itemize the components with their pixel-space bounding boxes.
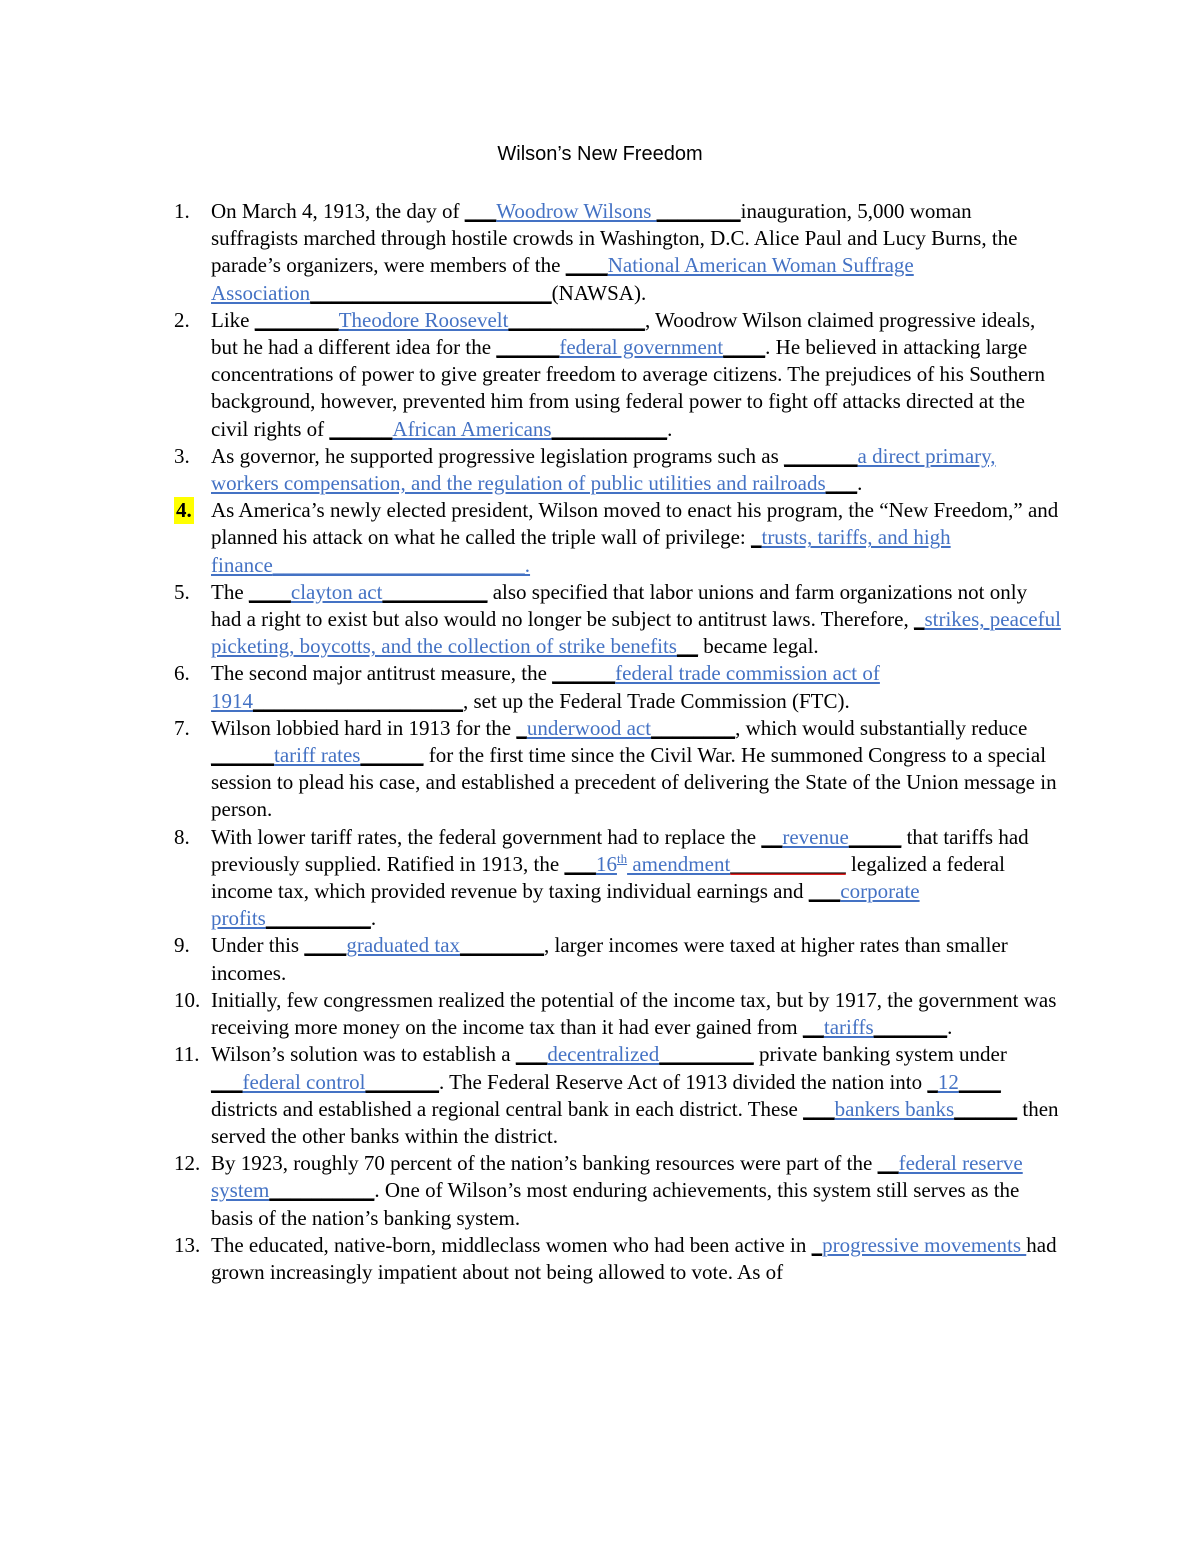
blank-line: ___ xyxy=(464,199,497,223)
blank-line: _____ xyxy=(848,824,902,849)
answer-text: ________________________. xyxy=(272,552,531,577)
blank-line: ____ xyxy=(304,933,347,958)
answer-text: 12 xyxy=(937,1069,959,1094)
question-text: for the first time since the Civil War. He summoned Congress to a special session to plead his case, and established a precedent of delivering the State of the Union message in person. xyxy=(211,743,1057,822)
question-text: , Woodrow Wilson claimed progressive ideals, but he had a different idea for the xyxy=(211,307,1036,360)
blank-line: ____ xyxy=(958,1069,1001,1094)
question-text: inauguration, 5,000 woman suffragists marched through hostile crowds in Washington, D.C. Alice Paul and Lucy Burns, the parade’s organizers, were members of the xyxy=(211,199,1018,278)
question-text: , set up the Federal Trade Commission (FTC). xyxy=(463,688,850,713)
question-text: The educated, native-born, middleclass women who had been active in xyxy=(211,1232,812,1257)
question-item xyxy=(0,198,1061,307)
answer-text: 16 xyxy=(595,851,617,876)
answer-text: tariffs xyxy=(823,1015,874,1040)
question-text: Like xyxy=(211,307,255,332)
question-text: became legal. xyxy=(697,634,819,659)
question-number-highlighted: 4. xyxy=(174,497,194,524)
question-text: The second major antitrust measure, the xyxy=(211,661,553,686)
blank-line: _ xyxy=(811,1232,823,1257)
blank-line: __ xyxy=(761,824,783,849)
question-text: . xyxy=(370,906,377,931)
blank-line: __ xyxy=(676,634,698,659)
question-text: , which would substantially reduce xyxy=(735,715,1028,740)
blank-line: ________ xyxy=(656,199,741,223)
question-number: 3. xyxy=(174,443,190,468)
answer-superscript: th xyxy=(616,850,628,866)
blank-line: ________ xyxy=(460,933,545,958)
question-text: also specified that labor unions and farm organizations not only had a right to exist but also would no longer be subject to antitrust laws. Therefore, xyxy=(211,579,1028,632)
question-text: As America’s newly elected president, Wilson moved to enact his program, the “New Freedom,” and planned his attack on what he called the triple wall of privilege: xyxy=(211,498,1059,550)
blank-line: ______ xyxy=(496,335,560,360)
blank-line: ____ xyxy=(248,579,291,604)
blank-line: __ xyxy=(802,1015,824,1040)
question-item xyxy=(0,715,1061,824)
blank-line: _______ xyxy=(873,1015,948,1040)
question-text: private banking system under xyxy=(753,1042,1007,1067)
question-item xyxy=(0,987,1061,1041)
blank-line: ___ xyxy=(515,1042,548,1067)
question-text: . xyxy=(947,1015,953,1040)
blank-line: ______ xyxy=(211,743,274,768)
blank-line: ____ xyxy=(723,335,766,360)
question-item xyxy=(0,824,1061,933)
question-text: Wilson’s solution was to establish a xyxy=(211,1042,516,1067)
answer-text: Theodore Roosevelt xyxy=(338,307,509,332)
blank-line: __ xyxy=(877,1151,899,1176)
blank-line: _________ xyxy=(659,1042,754,1067)
question-text: . He believed in attacking large concentrations of power to give greater freedom to average citizens. The prejudices of his Southern background, however, prevented him from using federal power to fight off attacks directed at the civil rights of xyxy=(211,335,1046,441)
answer-text: strikes, peaceful picketing, boycotts, and the collection of strike benefits xyxy=(211,607,1061,659)
blank-line: ___ xyxy=(803,1096,835,1121)
question-text: With lower tariff rates, the federal government had to replace the xyxy=(211,824,762,849)
question-text: . The Federal Reserve Act of 1913 divided the nation into xyxy=(439,1069,928,1094)
blank-line: _ xyxy=(516,715,527,740)
answer-text: National American Woman Suffrage Association xyxy=(211,253,914,305)
question-number: 9. xyxy=(174,933,190,958)
question-text: By 1923, roughly 70 percent of the nation’s banking resources were part of the xyxy=(211,1151,878,1176)
blank-line: ______ xyxy=(954,1096,1018,1121)
page-title: Wilson’s New Freedom xyxy=(497,143,703,165)
question-number: 8. xyxy=(174,824,190,849)
answer-text: tariff rates xyxy=(274,743,361,768)
question-item xyxy=(0,1150,1061,1232)
blank-line: ______ xyxy=(329,416,393,441)
blank-line: ___ xyxy=(808,879,841,904)
answer-text: graduated tax xyxy=(346,933,461,958)
question-text: Wilson lobbied hard in 1913 for the xyxy=(211,715,517,740)
answer-text: corporate profits xyxy=(211,879,920,931)
blank-line: _______ xyxy=(365,1069,440,1094)
blank-line: __________ xyxy=(265,906,371,931)
blank-line: ________ xyxy=(254,307,339,332)
question-text: had grown increasingly impatient about not being allowed to vote. As of xyxy=(211,1232,1057,1284)
blank-line: ___ xyxy=(825,471,858,496)
blank-line: _ xyxy=(750,525,762,550)
question-text: . xyxy=(667,416,673,441)
blank-line: _ xyxy=(913,607,925,632)
blank-line: _ xyxy=(927,1069,938,1094)
question-number: 11. xyxy=(174,1042,200,1067)
question-text: . xyxy=(857,471,863,496)
blank-line: _____________ xyxy=(508,307,645,332)
question-number: 12. xyxy=(174,1151,201,1176)
answer-text: progressive movements xyxy=(822,1232,1027,1257)
blank-line-flagged: ___________ xyxy=(730,851,846,876)
question-list xyxy=(0,198,1200,1286)
question-item xyxy=(0,497,1061,579)
question-text: , larger incomes were taxed at higher rates than smaller incomes. xyxy=(211,933,1008,985)
blank-line: _______________________ xyxy=(310,280,552,305)
answer-text: underwood act xyxy=(526,715,652,740)
question-item xyxy=(0,443,1061,497)
question-number: 7. xyxy=(174,715,190,740)
answer-text: federal government xyxy=(559,335,724,360)
question-number: 1. xyxy=(174,199,190,223)
question-number: 2. xyxy=(174,307,190,332)
blank-line: ___ xyxy=(211,1069,243,1094)
blank-line: ________ xyxy=(651,715,736,740)
blank-line: ___________ xyxy=(551,416,668,441)
question-text: Initially, few congressmen realized the potential of the income tax, but by 1917, the government was receiving more money on the income tax than it had ever gained from xyxy=(211,987,1057,1040)
answer-text: revenue xyxy=(782,824,849,849)
question-item xyxy=(0,932,1061,986)
question-text: then served the other banks within the district. xyxy=(211,1096,1059,1148)
answer-text: bankers banks xyxy=(834,1096,955,1121)
question-number: 6. xyxy=(174,661,190,686)
answer-text: trusts, tariffs, and high finance xyxy=(211,525,951,577)
question-text: Under this xyxy=(211,933,305,958)
question-item xyxy=(0,660,1061,714)
answer-text: African Americans xyxy=(392,416,552,441)
answer-text: a direct primary, workers compensation, and the regulation of public utilities and railroads xyxy=(211,443,996,496)
question-number: 13. xyxy=(174,1232,201,1257)
question-number: 5. xyxy=(174,579,190,604)
question-text: legalized a federal income tax, which provided revenue by taxing individual earnings and xyxy=(211,851,1005,904)
blank-line: ______ xyxy=(360,743,424,768)
answer-text: decentralized xyxy=(547,1042,660,1067)
answer-text: amendment xyxy=(627,851,731,876)
question-text: As governor, he supported progressive legislation programs such as xyxy=(211,443,785,468)
answer-text: federal control xyxy=(242,1069,366,1094)
question-text: (NAWSA). xyxy=(551,280,647,305)
question-text: that tariffs had previously supplied. Ratified in 1913, the xyxy=(211,824,1029,876)
question-number: 10. xyxy=(174,987,201,1012)
question-item xyxy=(0,579,1061,661)
question-item xyxy=(0,1232,1061,1286)
blank-line: ______ xyxy=(552,661,616,686)
blank-line: __________ xyxy=(269,1178,375,1203)
question-text: districts and established a regional central bank in each district. These xyxy=(211,1096,804,1121)
question-text: On March 4, 1913, the day of xyxy=(211,199,465,223)
blank-line: ____ xyxy=(565,253,608,278)
question-item xyxy=(0,1041,1061,1150)
answer-text: clayton act xyxy=(290,579,383,604)
blank-line: ____________________ xyxy=(253,688,463,713)
blank-line: ___ xyxy=(564,851,596,876)
answer-text: federal trade commission act of 1914 xyxy=(211,661,880,713)
answer-text: federal reserve system xyxy=(211,1151,1023,1203)
question-text: . One of Wilson’s most enduring achievements, this system still serves as the basis of the nation’s banking system. xyxy=(211,1178,1020,1230)
blank-line: __________ xyxy=(382,579,488,604)
answer-text: Woodrow Wilsons xyxy=(496,199,657,223)
question-text: The xyxy=(211,579,249,604)
question-item xyxy=(0,307,1061,443)
blank-line: _______ xyxy=(784,443,858,468)
